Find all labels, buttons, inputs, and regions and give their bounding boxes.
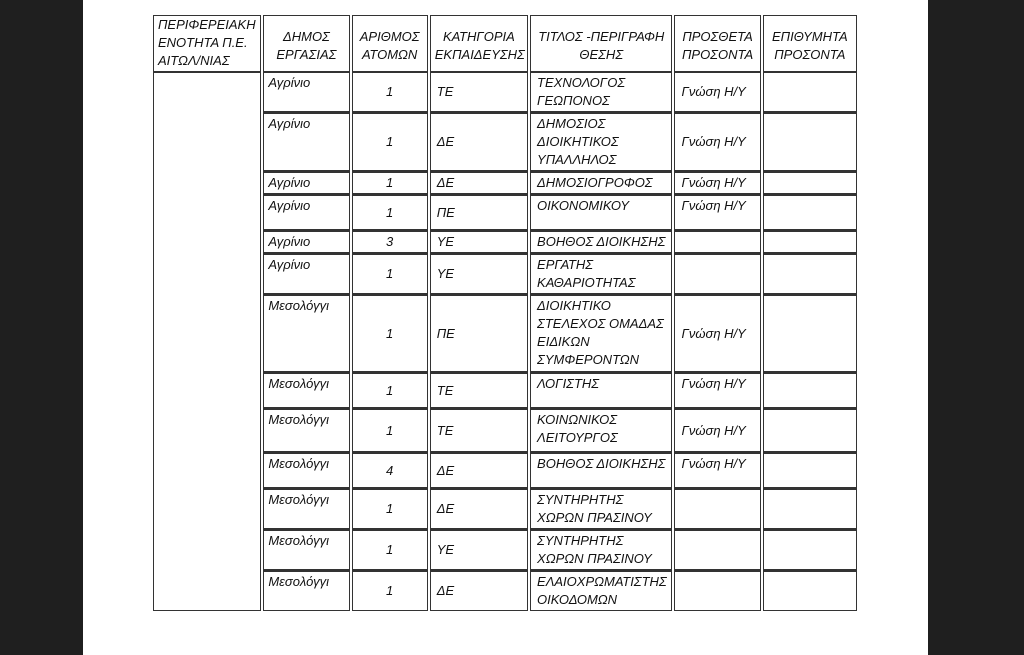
count-cell: 1: [352, 72, 428, 112]
desired-cell: [763, 294, 857, 372]
category-cell: ΤΕ: [430, 72, 528, 112]
desired-cell: [763, 112, 857, 171]
additional-cell: Γνώση Η/Υ: [674, 452, 760, 488]
additional-cell: Γνώση Η/Υ: [674, 112, 760, 171]
count-cell: 1: [352, 570, 428, 611]
title-cell: ΔΙΟΙΚΗΤΙΚΟ ΣΤΕΛΕΧΟΣ ΟΜΑΔΑΣ ΕΙΔΙΚΩΝ ΣΥΜΦΕΡΟΝΤΩΝ: [530, 294, 672, 372]
left-dark-margin: [0, 0, 83, 655]
desired-cell: [763, 72, 857, 112]
title-cell: ΕΡΓΑΤΗΣ ΚΑΘΑΡΙΟΤΗΤΑΣ: [530, 253, 672, 294]
document-page: [83, 0, 928, 655]
count-cell: 1: [352, 294, 428, 372]
municipality-cell: Αγρίνιο: [263, 253, 349, 294]
category-cell: ΥΕ: [430, 253, 528, 294]
category-cell: ΤΕ: [430, 372, 528, 408]
title-cell: ΣΥΝΤΗΡΗΤΗΣ ΧΩΡΩΝ ΠΡΑΣΙΝΟΥ: [530, 488, 672, 529]
additional-cell: [674, 529, 760, 570]
count-cell: 4: [352, 452, 428, 488]
additional-cell: Γνώση Η/Υ: [674, 171, 760, 194]
count-cell: 1: [352, 408, 428, 452]
header-municipality: ΔΗΜΟΣ ΕΡΓΑΣΙΑΣ: [263, 15, 349, 72]
municipality-cell: Μεσολόγγι: [263, 294, 349, 372]
additional-cell: Γνώση Η/Υ: [674, 72, 760, 112]
count-cell: 3: [352, 230, 428, 253]
municipality-cell: Αγρίνιο: [263, 171, 349, 194]
desired-cell: [763, 570, 857, 611]
count-cell: 1: [352, 372, 428, 408]
region-cell: [153, 72, 261, 611]
header-additional: ΠΡΟΣΘΕΤΑ ΠΡΟΣΟΝΤΑ: [674, 15, 760, 72]
additional-cell: [674, 253, 760, 294]
header-count: ΑΡΙΘΜΟΣ ΑΤΟΜΩΝ: [352, 15, 428, 72]
category-cell: ΔΕ: [430, 112, 528, 171]
category-cell: ΤΕ: [430, 408, 528, 452]
additional-cell: Γνώση Η/Υ: [674, 194, 760, 230]
count-cell: 1: [352, 194, 428, 230]
desired-cell: [763, 171, 857, 194]
desired-cell: [763, 529, 857, 570]
right-dark-margin: [928, 0, 1024, 655]
desired-cell: [763, 408, 857, 452]
municipality-cell: Αγρίνιο: [263, 72, 349, 112]
additional-cell: [674, 488, 760, 529]
category-cell: ΔΕ: [430, 570, 528, 611]
municipality-cell: Μεσολόγγι: [263, 408, 349, 452]
category-cell: ΔΕ: [430, 488, 528, 529]
category-cell: ΔΕ: [430, 171, 528, 194]
title-cell: ΟΙΚΟΝΟΜΙΚΟΥ: [530, 194, 672, 230]
desired-cell: [763, 194, 857, 230]
header-desired: ΕΠΙΘΥΜΗΤΑ ΠΡΟΣΟΝΤΑ: [763, 15, 857, 72]
desired-cell: [763, 452, 857, 488]
count-cell: 1: [352, 171, 428, 194]
additional-cell: Γνώση Η/Υ: [674, 372, 760, 408]
category-cell: ΠΕ: [430, 294, 528, 372]
title-cell: ΕΛΑΙΟΧΡΩΜΑΤΙΣΤΗΣ ΟΙΚΟΔΟΜΩΝ: [530, 570, 672, 611]
positions-table: [151, 15, 859, 611]
municipality-cell: Μεσολόγγι: [263, 452, 349, 488]
municipality-cell: Μεσολόγγι: [263, 570, 349, 611]
category-cell: ΔΕ: [430, 452, 528, 488]
municipality-cell: Μεσολόγγι: [263, 372, 349, 408]
title-cell: ΒΟΗΘΟΣ ΔΙΟΙΚΗΣΗΣ: [530, 452, 672, 488]
category-cell: ΥΕ: [430, 230, 528, 253]
additional-cell: [674, 230, 760, 253]
title-cell: ΚΟΙΝΩΝΙΚΟΣ ΛΕΙΤΟΥΡΓΟΣ: [530, 408, 672, 452]
additional-cell: Γνώση Η/Υ: [674, 294, 760, 372]
municipality-cell: Αγρίνιο: [263, 112, 349, 171]
title-cell: ΤΕΧΝΟΛΟΓΟΣ ΓΕΩΠΟΝΟΣ: [530, 72, 672, 112]
title-cell: ΒΟΗΘΟΣ ΔΙΟΙΚΗΣΗΣ: [530, 230, 672, 253]
header-category: ΚΑΤΗΓΟΡΙΑ ΕΚΠΑΙΔΕΥΣΗΣ: [430, 15, 528, 72]
count-cell: 1: [352, 529, 428, 570]
count-cell: 1: [352, 253, 428, 294]
additional-cell: [674, 570, 760, 611]
desired-cell: [763, 230, 857, 253]
desired-cell: [763, 372, 857, 408]
category-cell: ΠΕ: [430, 194, 528, 230]
header-row: [153, 15, 857, 72]
count-cell: 1: [352, 488, 428, 529]
table-row: [153, 72, 857, 112]
header-region: ΠΕΡΙΦΕΡΕΙΑΚΗ ΕΝΟΤΗΤΑ Π.Ε. ΑΙΤΩΛ/ΝΙΑΣ: [153, 15, 261, 72]
municipality-cell: Μεσολόγγι: [263, 488, 349, 529]
title-cell: ΔΗΜΟΣΙΟΓΡΟΦΟΣ: [530, 171, 672, 194]
additional-cell: Γνώση Η/Υ: [674, 408, 760, 452]
municipality-cell: Μεσολόγγι: [263, 529, 349, 570]
title-cell: ΛΟΓΙΣΤΗΣ: [530, 372, 672, 408]
desired-cell: [763, 253, 857, 294]
category-cell: ΥΕ: [430, 529, 528, 570]
desired-cell: [763, 488, 857, 529]
header-title: ΤΙΤΛΟΣ -ΠΕΡΙΓΡΑΦΗ ΘΕΣΗΣ: [530, 15, 672, 72]
municipality-cell: Αγρίνιο: [263, 194, 349, 230]
municipality-cell: Αγρίνιο: [263, 230, 349, 253]
title-cell: ΔΗΜΟΣΙΟΣ ΔΙΟΙΚΗΤΙΚΟΣ ΥΠΑΛΛΗΛΟΣ: [530, 112, 672, 171]
count-cell: 1: [352, 112, 428, 171]
title-cell: ΣΥΝΤΗΡΗΤΗΣ ΧΩΡΩΝ ΠΡΑΣΙΝΟΥ: [530, 529, 672, 570]
